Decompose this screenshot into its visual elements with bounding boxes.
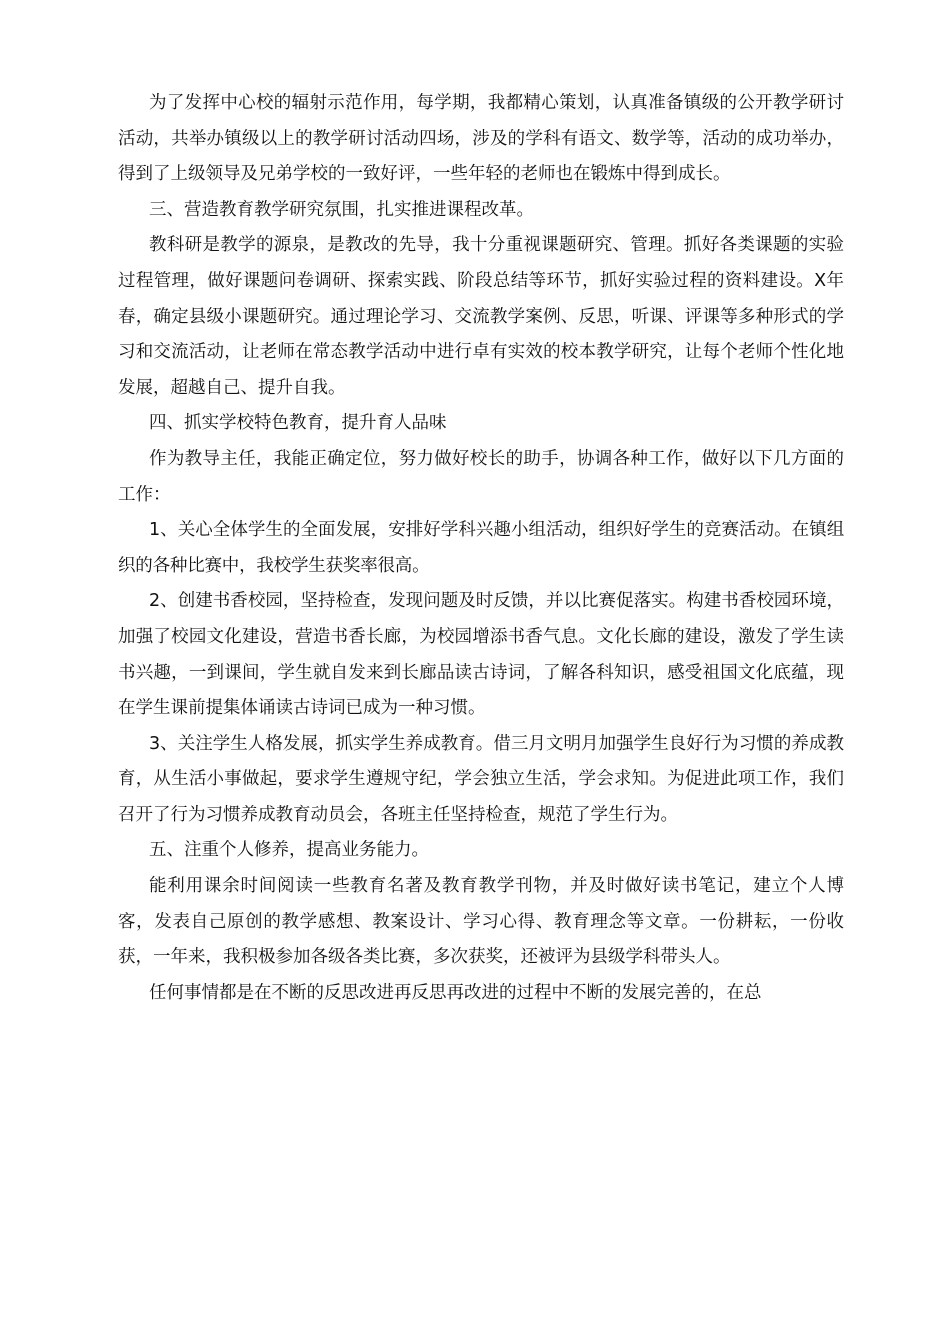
paragraph-reflection: 任何事情都是在不断的反思改进再反思再改进的过程中不断的发展完善的，在总 [149, 982, 762, 1003]
list-item-two: 2、创建书香校园，坚持检查，发现问题及时反馈，并以比赛促落实。构建书香校园环境，加强了校园文化建设，营造书香长廊，为校园增添书香气息。文化长廊的建设，激发了学生读书兴趣，一到课间，学生就自发来到长廊品读古诗词，了解各科知识，感受祖国文化底蕴，现在学生课前提集体诵读古诗词已成为一种习惯。 [118, 591, 844, 719]
paragraph-demo-activities: 为了发挥中心校的辐射示范作用，每学期，我都精心策划，认真准备镇级的公开教学研讨活动，共举办镇级以上的教学研讨活动四场，涉及的学科有语文、数学等，活动的成功举办，得到了上级领导及兄弟学校的一致好评，一些年轻的老师也在锻炼中得到成长。 [118, 93, 844, 185]
document-body [118, 86, 844, 1011]
paragraph-role: 作为教导主任，我能正确定位，努力做好校长的助手，协调各种工作，做好以下几方面的工作： [118, 448, 844, 505]
paragraph-self-improvement: 能利用课余时间阅读一些教育名著及教育教学刊物，并及时做好读书笔记，建立个人博客，发表自己原创的教学感想、教案设计、学习心得、教育理念等文章。一份耕耘，一份收获，一年来，我积极参加各级各类比赛，多次获奖，还被评为县级学科带头人。 [118, 876, 844, 968]
list-item-one: 1、关心全体学生的全面发展，安排好学科兴趣小组活动，组织好学生的竞赛活动。在镇组织的各种比赛中，我校学生获奖率很高。 [118, 520, 844, 576]
list-item-three: 3、关注学生人格发展，抓实学生养成教育。借三月文明月加强学生良好行为习惯的养成教育，从生活小事做起，要求学生遵规守纪，学会独立生活，学会求知。为促进此项工作，我们召开了行为习惯养成教育动员会，各班主任坚持检查，规范了学生行为。 [118, 733, 844, 825]
heading-section-four: 四、抓实学校特色教育，提升育人品味 [149, 413, 447, 434]
heading-section-five: 五、注重个人修养，提高业务能力。 [149, 840, 429, 861]
paragraph-research: 教科研是教学的源泉，是教改的先导，我十分重视课题研究、管理。抓好各类课题的实验过程管理，做好课题问卷调研、探索实践、阶段总结等环节，抓好实验过程的资料建设。X年春，确定县级小课题研究。通过理论学习、交流教学案例、反思，听课、评课等多种形式的学习和交流活动，让老师在常态教学活动中进行卓有实效的校本教学研究，让每个老师个性化地发展，超越自己、提升自我。 [118, 235, 844, 398]
heading-section-three: 三、营造教育教学研究氛围，扎实推进课程改革。 [149, 199, 534, 220]
